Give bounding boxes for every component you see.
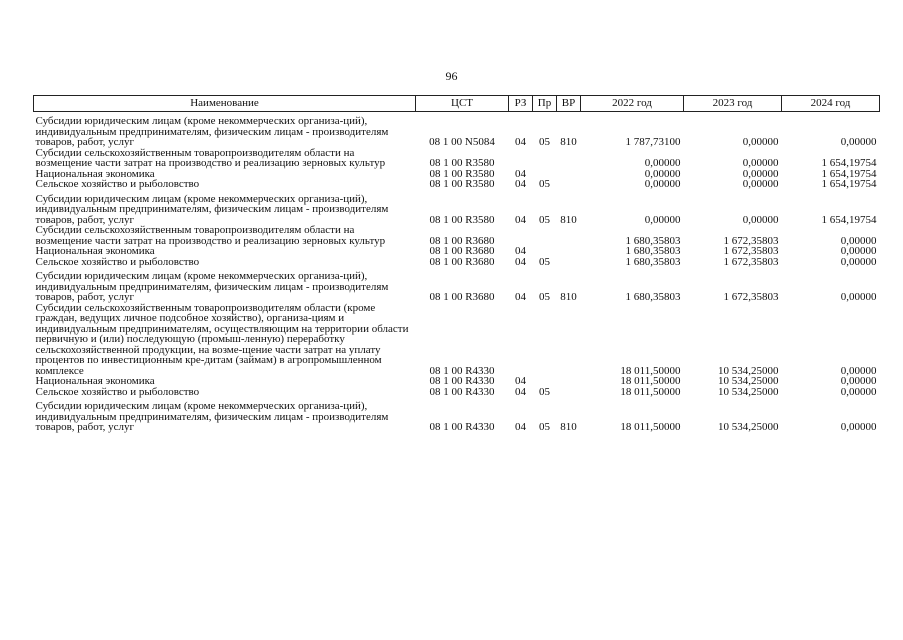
row-name: Сельское хозяйство и рыболовство [35, 385, 200, 398]
row-rz: 04 [515, 136, 526, 148]
row-value-2022: 18 011,50000 [620, 375, 681, 387]
header-vr: ВР [557, 96, 581, 112]
row-name: Субсидии юридическим лицам (кроме некоммерческих организа-ций), индивидуальным предпринимателям, физическим лицам - производителям товаров, работ, услуг [35, 270, 389, 303]
row-rz: 04 [515, 167, 526, 180]
row-name: Национальная экономика [35, 375, 155, 387]
table-header-row [34, 96, 880, 112]
row-rz: 04 [515, 178, 526, 190]
row-rz: 04 [515, 421, 526, 433]
row-vr [557, 246, 581, 257]
table-row [34, 225, 880, 246]
row-value-2024: 1 654,19754 [821, 178, 877, 190]
row-pr [533, 246, 557, 257]
row-vr: 810 [560, 136, 577, 148]
header-2023: 2023 год [684, 96, 782, 112]
row-value-2023: 1 672,35803 [723, 291, 779, 303]
row-value-2022: 1 680,35803 [625, 255, 681, 268]
row-value-2022: 1 680,35803 [625, 291, 681, 303]
row-vr: 810 [560, 421, 577, 433]
row-value-2022: 0,00000 [644, 167, 681, 180]
row-value-2022: 18 011,50000 [620, 385, 681, 398]
row-value-2023: 1 672,35803 [723, 234, 779, 247]
row-pr: 05 [539, 213, 550, 226]
row-rz [509, 148, 533, 169]
table-row [34, 267, 880, 303]
row-pr [533, 148, 557, 169]
row-value-2023: 10 534,25000 [718, 421, 779, 433]
row-name: Сельское хозяйство и рыболовство [35, 255, 200, 268]
row-value-2023: 1 672,35803 [723, 255, 779, 268]
row-rz: 04 [515, 213, 526, 226]
row-value-2022: 0,00000 [644, 213, 681, 226]
row-value-2023: 10 534,25000 [718, 385, 779, 398]
table-row [34, 303, 880, 377]
row-rz: 04 [515, 385, 526, 398]
row-pr: 05 [539, 421, 550, 433]
row-vr [557, 257, 581, 268]
row-value-2023: 0,00000 [742, 178, 779, 190]
row-value-2024: 0,00000 [840, 255, 877, 268]
table-row [34, 397, 880, 433]
row-value-2024: 0,00000 [840, 245, 877, 257]
row-cst: 08 1 00 R3580 [429, 213, 495, 226]
row-value-2022: 0,00000 [644, 157, 681, 169]
row-name: Национальная экономика [35, 245, 155, 257]
row-vr [557, 387, 581, 398]
row-name: Субсидии сельскохозяйственным товаропроизводителям области (кроме граждан, ведущих личное подсобное хозяйство), организа-циям и индивидуальным предпринимателям, осуществляющим на территории области первичную и (или) последующую (промыш-ленную) переработку сельскохозяйственной продукции, на возме-щение части затрат на уплату процентов по инвестиционным кре-дитам (займам) в агропромышленном комплексе [35, 301, 409, 377]
row-vr [557, 169, 581, 180]
table-row [34, 190, 880, 226]
row-pr: 05 [539, 385, 550, 398]
row-cst: 08 1 00 R4330 [429, 375, 495, 387]
row-vr: 810 [560, 213, 577, 226]
row-name: Субсидии сельскохозяйственным товаропроизводителям области на возмещение части затрат на производство и реализацию зерновых культур [35, 224, 386, 247]
row-cst: 08 1 00 R3680 [429, 291, 495, 303]
row-vr [557, 303, 581, 377]
header-rz: РЗ [509, 96, 533, 112]
row-value-2024: 0,00000 [840, 364, 877, 377]
row-cst: 08 1 00 R3680 [429, 255, 495, 268]
row-pr: 05 [539, 255, 550, 268]
row-rz: 04 [515, 245, 526, 257]
row-value-2024: 0,00000 [840, 385, 877, 398]
row-value-2024: 1 654,19754 [821, 167, 877, 180]
row-cst: 08 1 00 R3680 [429, 245, 495, 257]
header-cst: ЦСТ [416, 96, 509, 112]
row-pr: 05 [539, 136, 550, 148]
row-cst: 08 1 00 R3580 [429, 178, 495, 190]
row-value-2023: 10 534,25000 [718, 375, 779, 387]
row-vr [557, 179, 581, 190]
row-cst: 08 1 00 R3680 [429, 234, 495, 247]
row-pr [533, 303, 557, 377]
row-vr [557, 148, 581, 169]
row-value-2022: 0,00000 [644, 178, 681, 190]
row-value-2022: 1 787,73100 [625, 136, 681, 148]
row-value-2023: 0,00000 [742, 167, 779, 180]
row-value-2023: 1 672,35803 [723, 245, 779, 257]
table-body [34, 112, 880, 433]
row-rz [509, 225, 533, 246]
row-value-2024: 1 654,19754 [821, 213, 877, 226]
budget-table [33, 95, 880, 433]
row-name: Субсидии сельскохозяйственным товаропроизводителям области на возмещение части затрат на производство и реализацию зерновых культур [35, 146, 386, 169]
row-value-2023: 0,00000 [742, 136, 779, 148]
row-rz: 04 [515, 375, 526, 387]
row-value-2023: 10 534,25000 [718, 364, 779, 377]
row-value-2024: 1 654,19754 [821, 157, 877, 169]
row-name: Субсидии юридическим лицам (кроме некоммерческих организа-ций), индивидуальным предпринимателям, физическим лицам - производителям товаров, работ, услуг [35, 192, 389, 226]
row-value-2023: 0,00000 [742, 157, 779, 169]
row-value-2024: 0,00000 [840, 136, 877, 148]
row-pr [533, 376, 557, 387]
row-name: Субсидии юридическим лицам (кроме некоммерческих организа-ций), индивидуальным предпринимателям, физическим лицам - производителям товаров, работ, услуг [35, 115, 389, 148]
header-pr: Пр [533, 96, 557, 112]
header-2024: 2024 год [782, 96, 880, 112]
row-pr: 05 [539, 291, 550, 303]
row-value-2024: 0,00000 [840, 234, 877, 247]
table-row [34, 148, 880, 169]
row-name: Национальная экономика [35, 167, 155, 180]
row-pr [533, 225, 557, 246]
row-name: Сельское хозяйство и рыболовство [35, 178, 200, 190]
table-row [34, 376, 880, 387]
table-row [34, 387, 880, 398]
row-cst: 08 1 00 N5084 [429, 136, 495, 148]
row-value-2024: 0,00000 [840, 421, 877, 433]
header-name: Наименование [34, 96, 416, 112]
table-row [34, 246, 880, 257]
row-value-2024: 0,00000 [840, 375, 877, 387]
row-cst: 08 1 00 R3580 [429, 167, 495, 180]
row-value-2022: 18 011,50000 [620, 421, 681, 433]
row-rz [509, 303, 533, 377]
row-rz: 04 [515, 291, 526, 303]
row-cst: 08 1 00 R3580 [429, 157, 495, 169]
row-cst: 08 1 00 R4330 [429, 385, 495, 398]
row-pr: 05 [539, 178, 550, 190]
table-row [34, 179, 880, 190]
row-value-2024: 0,00000 [840, 291, 877, 303]
row-value-2022: 1 680,35803 [625, 234, 681, 247]
header-2022: 2022 год [581, 96, 684, 112]
row-vr [557, 225, 581, 246]
table-row [34, 257, 880, 268]
row-cst: 08 1 00 R4330 [429, 421, 495, 433]
row-value-2022: 1 680,35803 [625, 245, 681, 257]
row-vr [557, 376, 581, 387]
table-row [34, 112, 880, 148]
row-rz: 04 [515, 255, 526, 268]
row-vr: 810 [560, 291, 577, 303]
row-value-2023: 0,00000 [742, 213, 779, 226]
row-value-2022: 18 011,50000 [620, 364, 681, 377]
row-cst: 08 1 00 R4330 [429, 364, 495, 377]
row-name: Субсидии юридическим лицам (кроме некоммерческих организа-ций), индивидуальным предпринимателям, физическим лицам - производителям товаров, работ, услуг [35, 400, 389, 433]
page-number: 96 [445, 69, 458, 83]
